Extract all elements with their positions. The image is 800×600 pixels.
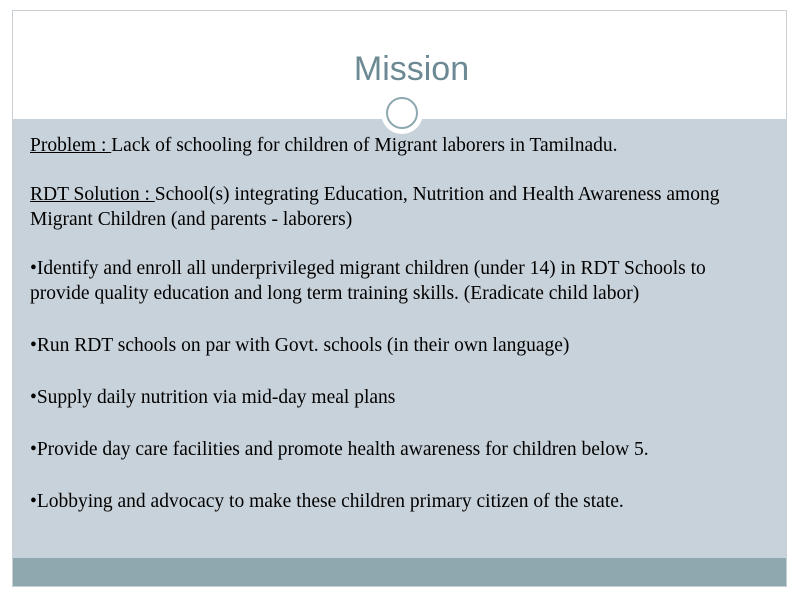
bullet-item bbox=[30, 489, 770, 514]
bullet-item bbox=[30, 256, 770, 306]
bullet-text: Run RDT schools on par with Govt. schools (in their own language) bbox=[36, 335, 570, 356]
slide-body bbox=[30, 133, 770, 514]
bullet-text: Provide day care facilities and promote health awareness for children below 5. bbox=[36, 439, 649, 460]
problem-label: Problem : bbox=[30, 135, 112, 156]
slide-title: Mission bbox=[353, 50, 470, 88]
bullet-icon: • bbox=[30, 439, 37, 460]
bullet-icon: • bbox=[30, 258, 37, 279]
circle-ornament-icon bbox=[381, 92, 423, 134]
ring-icon bbox=[386, 97, 418, 129]
problem-statement bbox=[30, 133, 770, 158]
bullet-item bbox=[30, 385, 770, 410]
bullet-item bbox=[30, 333, 770, 358]
bullet-icon: • bbox=[30, 335, 37, 356]
footer-bar bbox=[13, 558, 786, 586]
bullet-text: Supply daily nutrition via mid-day meal plans bbox=[36, 387, 396, 408]
bullet-icon: • bbox=[30, 387, 37, 408]
solution-label: RDT Solution : bbox=[30, 184, 155, 205]
bullet-text: Identify and enroll all underprivileged migrant children (under 14) in RDT Schools to provide quality education and long term training skills. (Eradicate child labor) bbox=[30, 258, 706, 304]
solution-text: School(s) integrating Education, Nutrition and Health Awareness among Migrant Children (and parents - laborers) bbox=[30, 184, 720, 230]
bullet-item bbox=[30, 437, 770, 462]
problem-text: Lack of schooling for children of Migrant laborers in Tamilnadu. bbox=[111, 135, 618, 156]
bullet-icon: • bbox=[30, 491, 37, 512]
bullet-text: Lobbying and advocacy to make these children primary citizen of the state. bbox=[36, 491, 624, 512]
solution-statement bbox=[30, 182, 770, 232]
